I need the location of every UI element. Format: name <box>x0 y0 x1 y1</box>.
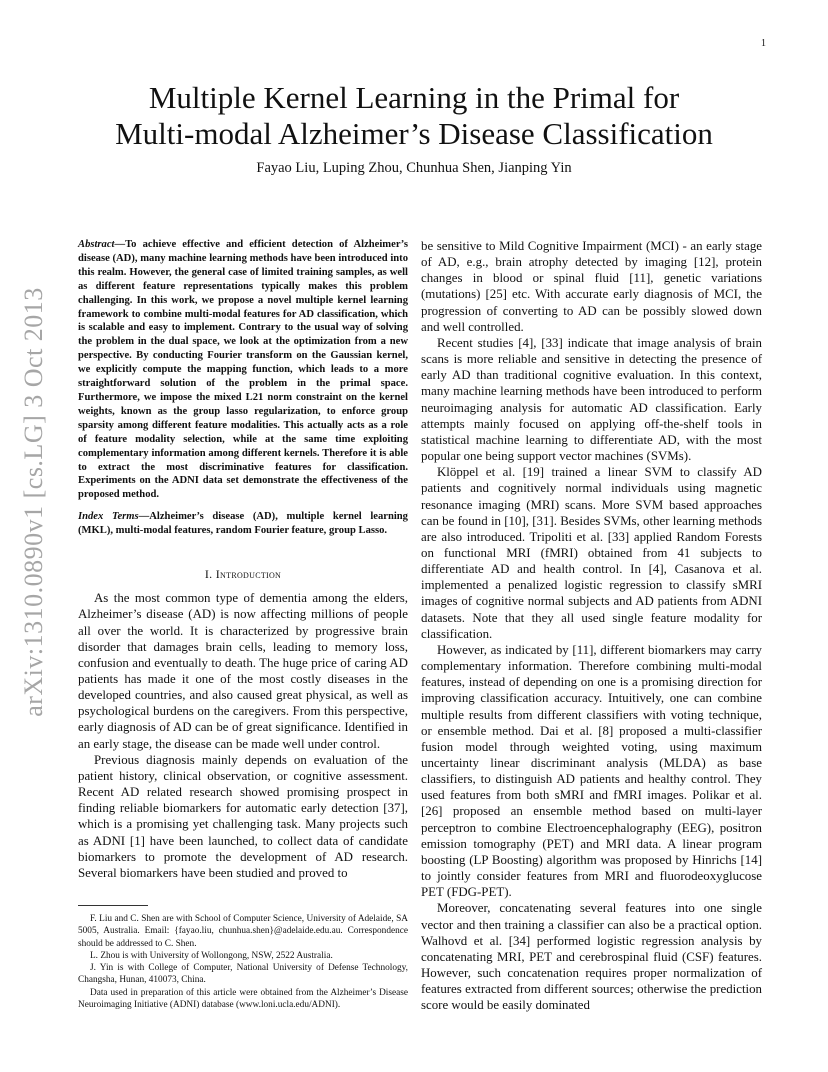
section-title: Introduction <box>215 567 282 582</box>
authors: Fayao Liu, Luping Zhou, Chunhua Shen, Jianping Yin <box>256 160 572 176</box>
title-line-1: Multiple Kernel Learning in the Primal for <box>148 80 680 115</box>
paragraph: Recent studies [4], [33] indicate that image analysis of brain scans is more reliable and sensitive in detecting the presence of early AD than traditional cognitive evaluation. In this context, many machine learning methods have been introduced to perform neuroimaging analysis for automatic AD classification. Early attempts mainly focused on applying off-the-shelf tools in statistical machine learning to differentiate AD, with the most popular one being support vector machines (SVMs). <box>421 335 762 464</box>
paragraph: Klöppel et al. [19] trained a linear SVM to classify AD patients and cognitively normal individuals using magnetic resonance imaging (MRI) scans. More SVM based approaches can be found in [10], [31]. Besides SVMs, other learning methods are also introduced. Tripoliti et al. [33] applied Random Forests on functional MRI (fMRI) obtained from 41 subjects to differentiate AD and health control. In [4], Casanova et al. implemented a penalized logistic regression to classify sMRI images of cognitive normal subjects and AD patients from ADNI datasets. Note that they all used single feature modality for classification. <box>421 465 762 641</box>
paragraph: be sensitive to Mild Cognitive Impairment (MCI) - an early stage of AD, e.g., brain atrophy detected by imaging [12], protein changes in blood or spinal fluid [11], genetic variations (mutations) [25] etc. With accurate early diagnosis of MCI, the progression of converting to AD can be possibly slowed down and well controlled. <box>421 239 762 334</box>
arxiv-stamp-text: arXiv:1310.0890v1 [cs.LG] 3 Oct 2013 <box>19 287 49 717</box>
footnote: Data used in preparation of this article were obtained from the Alzheimer’s Disease Neuroimaging Initiative (ADNI) database (www.loni.ucla.edu/ADNI). <box>78 987 408 1011</box>
footnote-rule <box>78 905 148 906</box>
footnote: J. Yin is with College of Computer, National University of Defense Technology, Changsha, Hunan, 410073, China. <box>78 963 408 986</box>
section-heading <box>78 566 408 582</box>
abstract <box>78 238 408 502</box>
footnotes <box>78 913 408 1011</box>
paper-title <box>0 80 828 152</box>
paragraph: Previous diagnosis mainly depends on evaluation of the patient history, clinical observation, or cognitive assessment. Recent AD related research showed promising prospect in finding reliable biomarkers for automatic early detection [37], which is a promising yet challenging task. Many projects such as ADNI [1] have been launched, to collect data of candidate biomarkers to promote the development of AD research. Several biomarkers have been studied and proved to <box>78 752 408 880</box>
paragraph: Moreover, concatenating several features into one single vector and then training a classifier can also be a practical option. Walhovd et al. [34] performed logistic regression analysis by concatenating MRI, PET and cerebrospinal fluid (CSF) features. However, such concatenation requires proper normalization of features extracted from different sources; otherwise the prediction score would be easily dominated <box>421 901 762 1013</box>
paragraph: As the most common type of dementia among the elders, Alzheimer’s disease (AD) is now affecting millions of people all over the world. It is characterized by progressive brain disorder that damages brain cells, leading to memory loss, confusion and eventually to death. The huge price of caring AD patients has made it one of the most costly diseases in the developed countries, and also caused great physical, as well as psychological burdens on the caregivers. From this perspective, early diagnosis of AD can be of great significance. Identified in an early stage, the disease can be made well under control. <box>78 591 408 751</box>
section-number: I. <box>204 567 216 582</box>
page-number: 1 <box>761 38 766 49</box>
footnote: F. Liu and C. Shen are with School of Computer Science, University of Adelaide, SA 5005, Australia. Email: {fayao.liu, chunhua.shen}@adelaide.edu.au. Correspondence should be addressed to C. Shen. <box>78 914 408 949</box>
right-column <box>421 238 762 1014</box>
left-column <box>78 238 408 881</box>
abstract-text: —To achieve effective and efficient detection of Alzheimer’s disease (AD), many machine learning methods have been introduced into this realm. However, the general case of limited training samples, as well as different feature representations typically makes this problem challenging. In this work, we propose a novel multiple kernel learning framework to combine multi-modal features for AD classification, which is scalable and easy to implement. Contrary to the usual way of solving the problem in the dual space, we look at the optimization from a new perspective. By conducting Fourier transform on the Gaussian kernel, we explicitly compute the mapping function, which leads to a more straightforward solution of the problem in the primal space. Furthermore, we impose the mixed L21 norm constraint on the kernel weights, known as the group lasso regularization, to enforce group sparsity among different feature modalities. This actually acts as a role of feature modality selection, while at the same time exploiting complementary information among different kernels. Therefore it is able to extract the most discriminative features for classification. Experiments on the ADNI data set demonstrate the effectiveness of the proposed method. <box>78 239 408 501</box>
arxiv-stamp <box>14 272 54 732</box>
index-terms <box>78 510 408 538</box>
index-terms-text: —Alzheimer’s disease (AD), multiple kernel learning (MKL), multi-modal features, random Fourier feature, group Lasso. <box>78 511 408 537</box>
paragraph: However, as indicated by [11], different biomarkers may carry complementary information. Therefore combining multi-modal features, instead of depending on one is a promising direction for improving classification accuracy. Intuitively, one can combine multiple results from different classifiers with voting technique, or ensemble method. Dai et al. [8] proposed a multi-classifier fusion model through weighted voting, using maximum uncertainty linear discriminant analysis (MLDA) as base classifiers, to distinguish AD patients and healthy control. They used features from both sMRI and fMRI images. Polikar et al. [26] proposed an ensemble method based on multi-layer perceptron to combine Electroencephalography (EEG), positron emission tomography (PET) and MRI data. A linear program boosting (LP Boosting) algorithm was proposed by Hinrichs [14] to jointly consider features from MRI and fluorodeoxyglucose PET (FDG-PET). <box>421 642 762 900</box>
footnote: L. Zhou is with University of Wollongong, NSW, 2522 Australia. <box>90 950 333 961</box>
abstract-label: Abstract <box>78 239 115 250</box>
index-terms-label: Index Terms <box>78 511 139 523</box>
title-line-2: Multi-modal Alzheimer’s Disease Classification <box>115 116 713 151</box>
